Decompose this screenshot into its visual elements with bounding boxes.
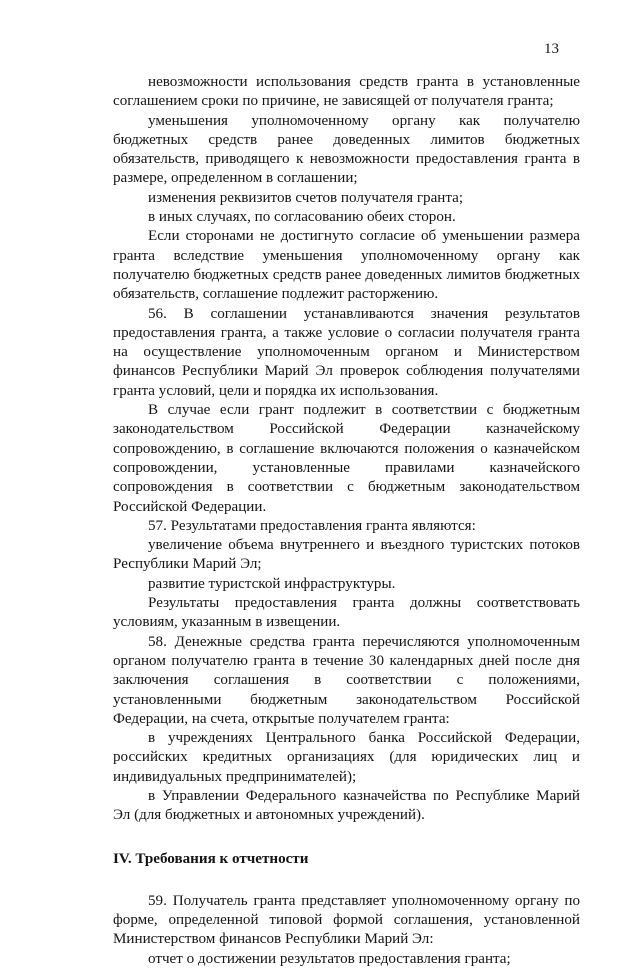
document-body bbox=[113, 73, 580, 969]
paragraph: невозможности использования средств гранта в установленные соглашением сроки по причине, не зависящей от получателя гранта; bbox=[113, 74, 580, 110]
paragraph: 57. Результатами предоставления гранта являются: bbox=[148, 517, 476, 534]
section-heading: IV. Требования к отчетности bbox=[113, 850, 309, 867]
paragraph: в иных случаях, по согласованию обеих сторон. bbox=[148, 209, 456, 226]
paragraph: в учреждениях Центрального банка Российской Федерации, российских кредитных организациях (для юридических лиц и индивидуальных предпринимателей); bbox=[113, 730, 580, 785]
paragraph: увеличение объема внутреннего и въездного туристских потоков Республики Марий Эл; bbox=[113, 537, 580, 573]
paragraph: развитие туристской инфраструктуры. bbox=[148, 575, 396, 592]
paragraph: уменьшения уполномоченному органу как получателю бюджетных средств ранее доведенных лимитов бюджетных обязательств, приводящего к невозможности предоставления гранта в размере, определенном в соглашении; bbox=[113, 112, 580, 187]
paragraph: в Управлении Федерального казначейства по Республике Марий Эл (для бюджетных и автономных учреждений). bbox=[113, 787, 580, 824]
page-number: 13 bbox=[544, 41, 559, 57]
paragraph: В случае если грант подлежит в соответствии с бюджетным законодательством Российской Федерации казначейскому сопровождению, в соглашение включаются положения о казначейском сопровождении, установленные правилами казначейского сопровождения в соответствии с бюджетным законодательством Российской Федерации. bbox=[113, 402, 580, 515]
paragraph: 58. Денежные средства гранта перечисляются уполномоченным органом получателю гранта в течение 30 календарных дней после дня заключения соглашения в соответствии с положениями, установленными бюджетным законодательством Российской Федерации, на счета, открытые получателем гранта: bbox=[113, 633, 580, 727]
paragraph: отчет о достижении результатов предоставления гранта; bbox=[148, 950, 511, 967]
paragraph: Если сторонами не достигнуто согласие об уменьшении размера гранта вследствие уменьшения уполномоченному органу как получателю бюджетных средств ранее доведенных лимитов бюджетных обязательств, соглашение подлежит расторжению. bbox=[113, 228, 580, 303]
paragraph: изменения реквизитов счетов получателя гранта; bbox=[148, 189, 464, 206]
paragraph: Результаты предоставления гранта должны соответствовать условиям, указанным в извещении. bbox=[113, 595, 580, 631]
paragraph: 56. В соглашении устанавливаются значения результатов предоставления гранта, а также условие о согласии получателя гранта на осуществление уполномоченным органом и Министерством финансов Республики Марий Эл проверок соблюдения получателями гранта условий, цели и порядка их использования. bbox=[113, 305, 580, 399]
paragraph: 59. Получатель гранта представляет уполномоченному органу по форме, определенной типовой формой соглашения, установленной Министерством финансов Республики Марий Эл: bbox=[113, 892, 580, 948]
